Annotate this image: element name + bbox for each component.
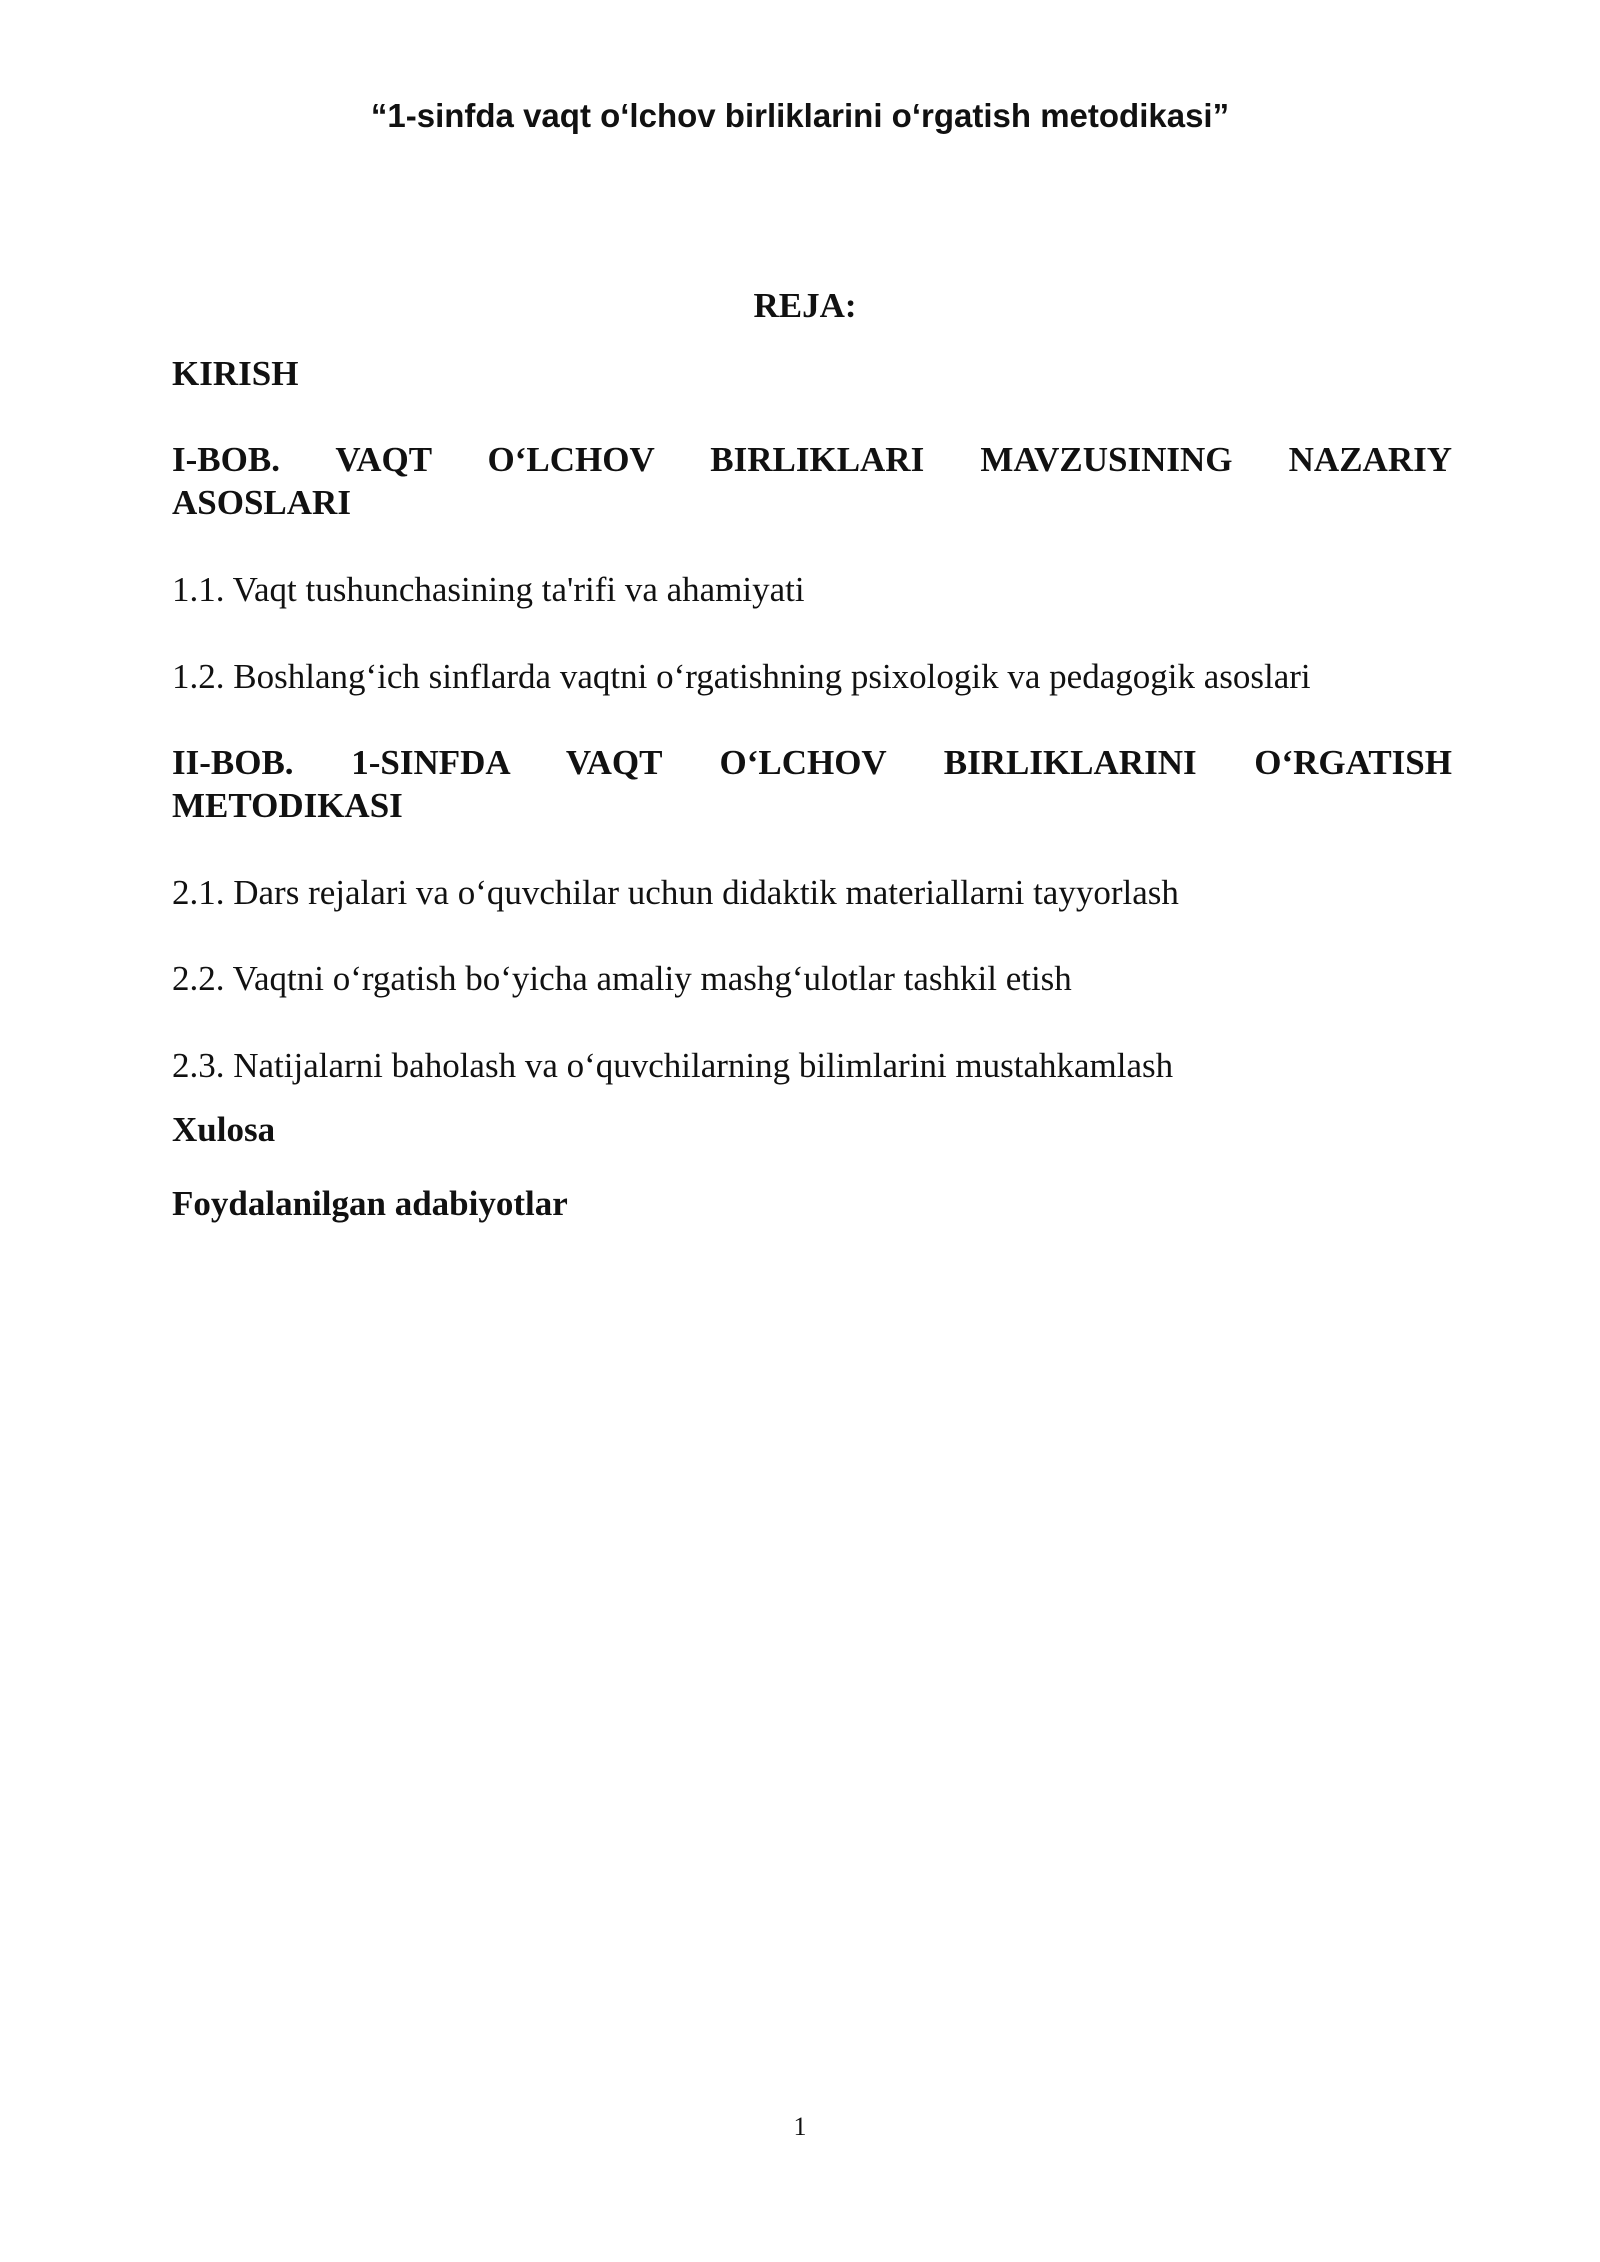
toc-section-1-1: 1.1. Vaqt tushunchasining ta'rifi va ahamiyati	[172, 570, 805, 609]
toc-chapter-1-line-2: ASOSLARI	[172, 483, 351, 522]
toc-conclusion: Xulosa	[172, 1110, 276, 1149]
plan-heading: REJA:	[753, 286, 857, 325]
toc-chapter-1	[172, 438, 1452, 524]
toc-section-1-2: 1.2. Boshlang‘ich sinflarda vaqtni o‘rgatishning psixologik va pedagogik asoslari	[172, 657, 1311, 696]
toc-section-2-3: 2.3. Natijalarni baholash va o‘quvchilarning bilimlarini mustahkamlash	[172, 1046, 1174, 1085]
toc-intro: KIRISH	[172, 354, 299, 393]
toc-chapter-1-line-1: I-BOB. VAQT O‘LCHOV BIRLIKLARI MAVZUSINING NAZARIY	[172, 440, 1452, 479]
toc-chapter-2-line-2: METODIKASI	[172, 786, 403, 825]
page-number: 1	[793, 2112, 807, 2141]
toc-section-2-1: 2.1. Dars rejalari va o‘quvchilar uchun didaktik materiallarni tayyorlash	[172, 873, 1179, 912]
toc-references: Foydalanilgan adabiyotlar	[172, 1184, 568, 1223]
document-title: “1-sinfda vaqt o‘lchov birliklarini o‘rgatish metodikasi”	[370, 97, 1230, 134]
toc-chapter-2	[172, 741, 1452, 827]
toc-chapter-2-line-1: II-BOB. 1-SINFDA VAQT O‘LCHOV BIRLIKLARINI O‘RGATISH	[172, 743, 1452, 782]
toc-section-2-2: 2.2. Vaqtni o‘rgatish bo‘yicha amaliy mashg‘ulotlar tashkil etish	[172, 959, 1072, 998]
